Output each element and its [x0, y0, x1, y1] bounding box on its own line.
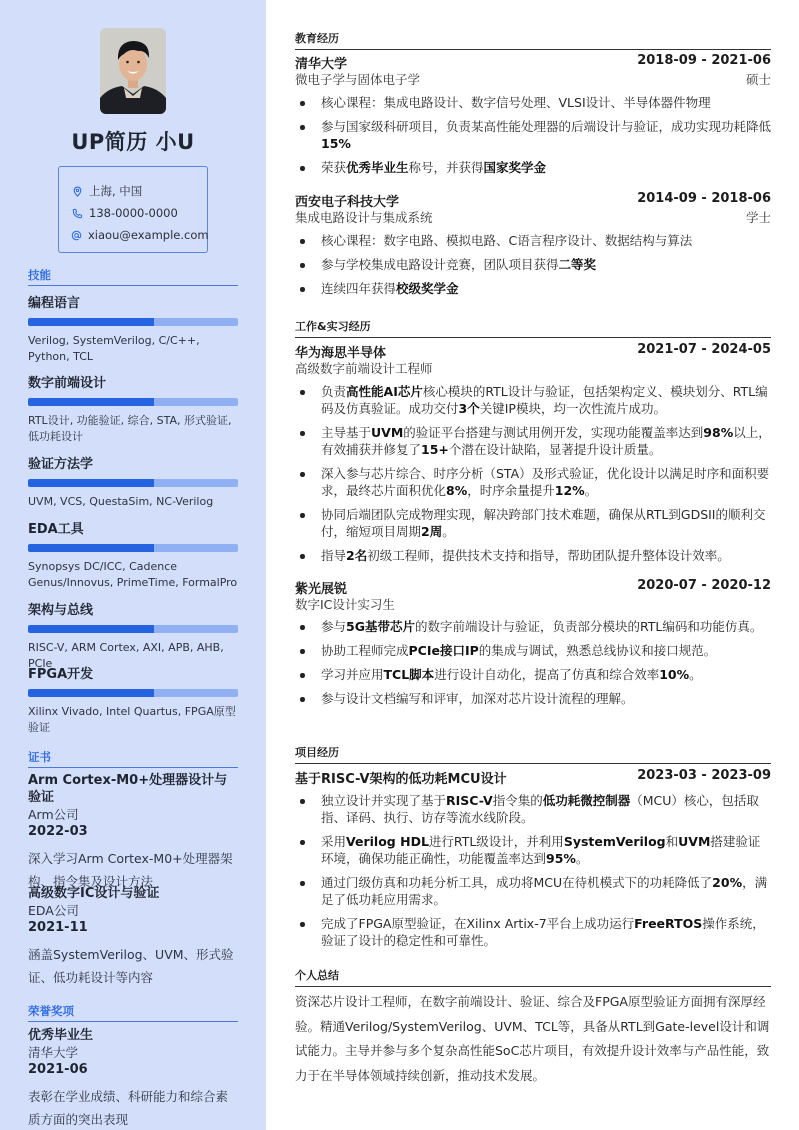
skills-section-title: 技能 — [28, 267, 238, 286]
skill-name: 编程语言 — [28, 296, 81, 311]
work-date: 2020-07 - 2020-12 — [637, 578, 771, 593]
summary-text: 资深芯片设计工程师，在数字前端设计、验证、综合及FPGA原型验证方面拥有深厚经验。精通Verilog/SystemVerilog、UVM、TCL等，具备从RTL到Gate-level设计和调试能力。主导并参与多个复杂高性能SoC芯片项目，有效提升设计效率与产品性能，致力于在半导体领域持续创新，推动技术发展。 — [295, 994, 770, 1083]
award-date: 2021-06 — [28, 1062, 88, 1077]
bullet-item: 连续四年获得校级奖学金 — [295, 280, 771, 297]
certificate-date: 2022-03 — [28, 824, 88, 839]
skill-level-bar — [28, 625, 238, 633]
bullet-item: 主导基于UVM的验证平台搭建与测试用例开发，实现功能覆盖率达到98%以上，有效捕获并修复了15+个潜在设计缺陷，显著提升设计质量。 — [295, 424, 771, 458]
skill-item — [28, 292, 238, 365]
certificate-issuer: Arm公司 — [28, 807, 79, 822]
skill-description: RTL设计, 功能验证, 综合, STA, 形式验证, 低功耗设计 — [28, 414, 232, 443]
skill-item — [28, 518, 238, 591]
certificate-issuer: EDA公司 — [28, 903, 79, 918]
certificate-description: 涵盖SystemVerilog、UVM、形式验证、低功耗设计等内容 — [28, 947, 234, 985]
work-entry-sub — [295, 595, 771, 613]
phone-text: 138-0000-0000 — [89, 206, 178, 220]
job-role: 高级数字前端设计工程师 — [295, 361, 433, 376]
award-issuer: 清华大学 — [28, 1045, 79, 1060]
award-description: 表彰在学业成绩、科研能力和综合素质方面的突出表现 — [28, 1089, 229, 1127]
education-section-title: 教育经历 — [295, 30, 771, 50]
project-entry-header — [295, 768, 771, 787]
bullet-item: 独立设计并实现了基于RISC-V指令集的低功耗微控制器（MCU）核心，包括取指、译码、执行、访存等流水线阶段。 — [295, 792, 771, 826]
award-item — [28, 1027, 238, 1130]
candidate-name: UP简历 小U — [71, 130, 195, 154]
certificate-title: 高级数字IC设计与验证 — [28, 886, 160, 901]
skill-level-bar — [28, 689, 238, 697]
skill-level-fill — [28, 398, 154, 406]
skill-item — [28, 663, 238, 736]
bullet-item: 通过门级仿真和功耗分析工具，成功将MCU在待机模式下的功耗降低了20%，满足了低功耗应用需求。 — [295, 874, 771, 908]
degree: 学士 — [745, 210, 771, 225]
work-bullets — [295, 618, 771, 714]
skill-name: EDA工具 — [28, 522, 84, 537]
bullet-item: 负责高性能AI芯片核心模块的RTL设计与验证，包括架构定义、模块划分、RTL编码及仿真验证。成功交付3个关键IP模块，均一次性流片成功。 — [295, 383, 771, 417]
bullet-item: 指导2名初级工程师，提供技术支持和指导，帮助团队提升整体设计效率。 — [295, 547, 771, 564]
bullet-item: 深入参与芯片综合、时序分析（STA）及形式验证，优化设计以满足时序和面积要求，最终芯片面积优化8%，时序余量提升12%。 — [295, 465, 771, 499]
bullet-item: 参与学校集成电路设计竞赛，团队项目获得二等奖 — [295, 256, 771, 273]
contact-email[interactable] — [71, 224, 207, 246]
skill-level-fill — [28, 318, 154, 326]
degree: 硕士 — [745, 72, 771, 87]
skill-level-fill — [28, 689, 154, 697]
location-pin-icon — [71, 185, 83, 197]
skill-level-bar — [28, 479, 238, 487]
education-date: 2018-09 - 2021-06 — [637, 53, 771, 68]
portrait-image — [100, 28, 166, 114]
bullet-item: 参与5G基带芯片的数字前端设计与验证，负责部分模块的RTL编码和功能仿真。 — [295, 618, 771, 635]
job-role: 数字IC设计实习生 — [295, 597, 395, 612]
skill-description: Xilinx Vivado, Intel Quartus, FPGA原型验证 — [28, 705, 236, 734]
certificate-item — [28, 885, 238, 989]
bullet-item: 核心课程：集成电路设计、数字信号处理、VLSI设计、半导体器件物理 — [295, 94, 771, 111]
skill-name: FPGA开发 — [28, 667, 94, 682]
skill-level-bar — [28, 544, 238, 552]
at-sign-icon — [71, 229, 82, 241]
contact-location — [71, 180, 207, 202]
work-date: 2021-07 - 2024-05 — [637, 342, 771, 357]
work-entry-sub — [295, 359, 771, 377]
bullet-item: 参与设计文档编写和评审，加深对芯片设计流程的理解。 — [295, 690, 771, 707]
certificate-title: Arm Cortex-M0+处理器设计与验证 — [28, 773, 228, 805]
certificates-section-title: 证书 — [28, 749, 238, 768]
education-entry-sub — [295, 70, 771, 88]
location-text: 上海, 中国 — [89, 184, 143, 198]
certificate-item — [28, 772, 238, 893]
contact-box — [58, 166, 208, 253]
skill-level-fill — [28, 479, 154, 487]
skill-description: Synopsys DC/ICC, Cadence Genus/Innovus, PrimeTime, FormalPro — [28, 560, 238, 589]
award-title: 优秀毕业生 — [28, 1028, 94, 1043]
project-date: 2023-03 - 2023-09 — [637, 768, 771, 783]
profile-photo — [100, 28, 166, 114]
work-bullets — [295, 383, 771, 571]
bullet-item: 学习并应用TCL脚本进行设计自动化，提高了仿真和综合效率10%。 — [295, 666, 771, 683]
education-entry-sub — [295, 208, 771, 226]
sidebar — [0, 0, 266, 1130]
skill-name: 数字前端设计 — [28, 376, 107, 391]
skill-level-bar — [28, 398, 238, 406]
education-bullets — [295, 94, 771, 183]
skill-level-fill — [28, 625, 154, 633]
email-text: xiaou@example.com — [88, 228, 209, 242]
school-name: 清华大学 — [295, 57, 348, 72]
bullet-item: 协助工程师完成PCIe接口IP的集成与调试，熟悉总线协议和接口规范。 — [295, 642, 771, 659]
skill-description: UVM, VCS, QuestaSim, NC-Verilog — [28, 495, 214, 508]
projects-section-title: 项目经历 — [295, 744, 771, 764]
awards-section-title: 荣誉奖项 — [28, 1003, 238, 1022]
certificate-description: 深入学习Arm Cortex-M0+处理器架构、指令集及设计方法 — [28, 851, 233, 889]
certificate-date: 2021-11 — [28, 920, 88, 935]
bullet-item: 参与国家级科研项目，负责某高性能处理器的后端设计与验证，成功实现功耗降低15% — [295, 118, 771, 152]
bullet-item: 完成了FPGA原型验证，在Xilinx Artix-7平台上成功运行FreeRTOS操作系统，验证了设计的稳定性和可靠性。 — [295, 915, 771, 949]
major: 集成电路设计与集成系统 — [295, 210, 433, 225]
bullet-item: 采用Verilog HDL进行RTL级设计，并利用SystemVerilog和UVM搭建验证环境，确保功能正确性，功能覆盖率达到95%。 — [295, 833, 771, 867]
bullet-item: 协同后端团队完成物理实现，解决跨部门技术难题，确保从RTL到GDSII的顺利交付，缩短项目周期2周。 — [295, 506, 771, 540]
summary-section-title: 个人总结 — [295, 967, 771, 987]
project-bullets — [295, 792, 771, 956]
skill-level-bar — [28, 318, 238, 326]
skill-name: 验证方法学 — [28, 457, 94, 472]
education-date: 2014-09 - 2018-06 — [637, 191, 771, 206]
bullet-item: 核心课程：数字电路、模拟电路、C语言程序设计、数据结构与算法 — [295, 232, 771, 249]
skill-item — [28, 599, 238, 672]
work-section-title: 工作&实习经历 — [295, 318, 771, 338]
contact-phone[interactable] — [71, 202, 207, 224]
project-name: 基于RISC-V架构的低功耗MCU设计 — [295, 772, 507, 787]
school-name: 西安电子科技大学 — [295, 195, 400, 210]
company-name: 华为海思半导体 — [295, 346, 387, 361]
skill-item — [28, 372, 238, 445]
phone-icon — [71, 207, 83, 219]
skill-name: 架构与总线 — [28, 603, 94, 618]
skill-description: RISC-V, ARM Cortex, AXI, APB, AHB, PCIe — [28, 641, 224, 670]
skill-item — [28, 453, 238, 510]
bullet-item: 荣获优秀毕业生称号，并获得国家奖学金 — [295, 159, 771, 176]
skill-description: Verilog, SystemVerilog, C/C++, Python, TCL — [28, 334, 200, 363]
company-name: 紫光展锐 — [295, 582, 348, 597]
major: 微电子学与固体电子学 — [295, 72, 421, 87]
education-bullets — [295, 232, 771, 304]
skill-level-fill — [28, 544, 154, 552]
